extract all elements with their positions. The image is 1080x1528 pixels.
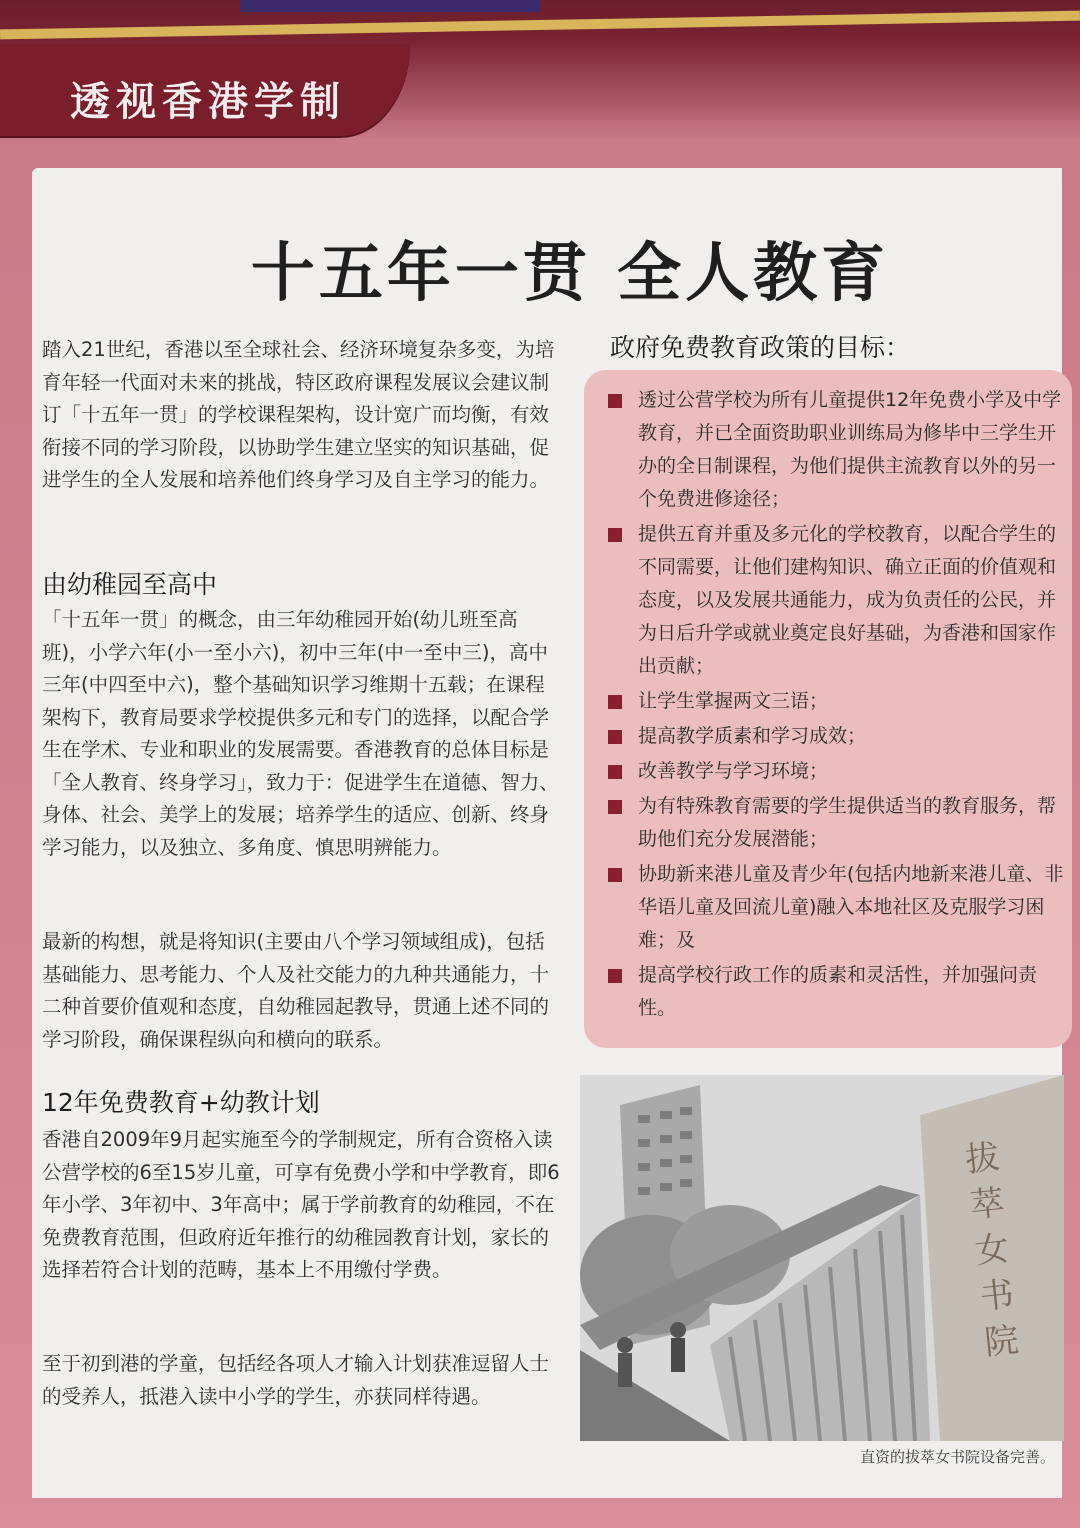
goal-item <box>604 959 1074 1025</box>
square-bullet-icon <box>608 730 622 744</box>
square-bullet-icon <box>608 765 622 779</box>
square-bullet-icon <box>608 695 622 709</box>
goal-text: 协助新来港儿童及青少年(包括内地新来港儿童、非华语儿童及回流儿童)融入本地社区及克服学习困难；及 <box>638 863 1064 951</box>
goals-heading: 政府免费教育政策的目标： <box>610 333 911 362</box>
goal-text: 为有特殊教育需要的学生提供适当的教育服务，帮助他们充分发展潜能； <box>638 795 1057 850</box>
goal-item <box>604 685 1074 718</box>
section-title: 透视香港学制 <box>70 79 346 125</box>
square-bullet-icon <box>608 868 622 882</box>
goal-item <box>604 518 1074 683</box>
section2-paragraph-2: 至于初到港的学童，包括经各项人才输入计划获准逗留人士的受养人，抵港入读中小学的学生，亦获同样待遇。 <box>42 1352 550 1408</box>
square-bullet-icon <box>608 528 622 542</box>
goal-text: 提高教学质素和学习成效； <box>638 725 867 747</box>
square-bullet-icon <box>608 394 622 408</box>
intro-paragraph: 踏入21世纪，香港以至全球社会、经济环境复杂多变，为培育年轻一代面对未来的挑战，特区政府课程发展议会建议制订「十五年一贯」的学校课程架构，设计宽广而均衡，有效衔接不同的学习阶段，以协助学生建立坚实的知识基础，促进学生的全人发展和培养他们终身学习及自主学习的能力。 <box>42 338 555 491</box>
section-heading-kindergarten-to-secondary: 由幼稚园至高中 <box>42 570 218 599</box>
goal-text: 透过公营学校为所有儿童提供12年免费小学及中学教育，并已全面资助职业训练局为修毕中三学生开办的全日制课程，为他们提供主流教育以外的另一个免费进修途径； <box>638 389 1062 510</box>
goal-item <box>604 720 1074 753</box>
goal-item <box>604 858 1074 957</box>
goal-item <box>604 755 1074 788</box>
section1-paragraph-2: 最新的构想，就是将知识(主要由八个学习领域组成)，包括基础能力、思考能力、个人及社交能力的九种共通能力，十二种首要价值观和态度，自幼稚园起教导，贯通上述不同的学习阶段，确保课程纵向和横向的联系。 <box>42 930 550 1051</box>
section2-paragraph-1: 香港自2009年9月起实施至今的学制规定，所有合资格入读公营学校的6至15岁儿童，可享有免费小学和中学教育，即6年小学、3年初中、3年高中；属于学前教育的幼稚园，不在免费教育范围，但政府近年推行的幼稚园教育计划，家长的选择若符合计划的范畴，基本上不用缴付学费。 <box>42 1128 560 1281</box>
photo-caption: 直资的拔萃女书院设备完善。 <box>860 1448 1056 1466</box>
section1-paragraph-1: 「十五年一贯」的概念，由三年幼稚园开始(幼儿班至高班)，小学六年(小一至小六)，初中三年(中一至中三)，高中三年(中四至中六)，整个基础知识学习维期十五载；在课程架构下，教育局要求学校提供多元和专门的选择，以配合学生在学术、专业和职业的发展需要。香港教育的总体目标是「全人教育、终身学习」，致力于：促进学生在道德、智力、身体、社会、美学上的发展；培养学生的适应、创新、终身学习能力，以及独立、多角度、慎思明辨能力。 <box>42 608 559 859</box>
goal-item <box>604 384 1074 516</box>
goal-text: 提高学校行政工作的质素和灵活性，并加强问责性。 <box>638 964 1038 1019</box>
goal-item <box>604 790 1074 856</box>
goal-text: 改善教学与学习环境； <box>638 760 829 782</box>
goals-list <box>604 384 1074 1027</box>
article-title: 十五年一贯 全人教育 <box>250 236 890 311</box>
top-blue-stripe <box>240 0 540 12</box>
square-bullet-icon <box>608 969 622 983</box>
square-bullet-icon <box>608 800 622 814</box>
section-heading-free-education: 12年免费教育+幼教计划 <box>42 1088 320 1117</box>
goal-text: 提供五育并重及多元化的学校教育，以配合学生的不同需要，让他们建构知识、确立正面的价值观和态度，以及发展共通能力，成为负责任的公民，并为日后升学或就业奠定良好基础，为香港和国家作出贡献； <box>638 523 1057 677</box>
school-entrance-photo <box>580 1075 1064 1441</box>
top-gold-stripe <box>0 11 1080 40</box>
school-sign: 拔萃女书院 <box>963 1137 1021 1364</box>
goal-text: 让学生掌握两文三语； <box>638 690 829 712</box>
